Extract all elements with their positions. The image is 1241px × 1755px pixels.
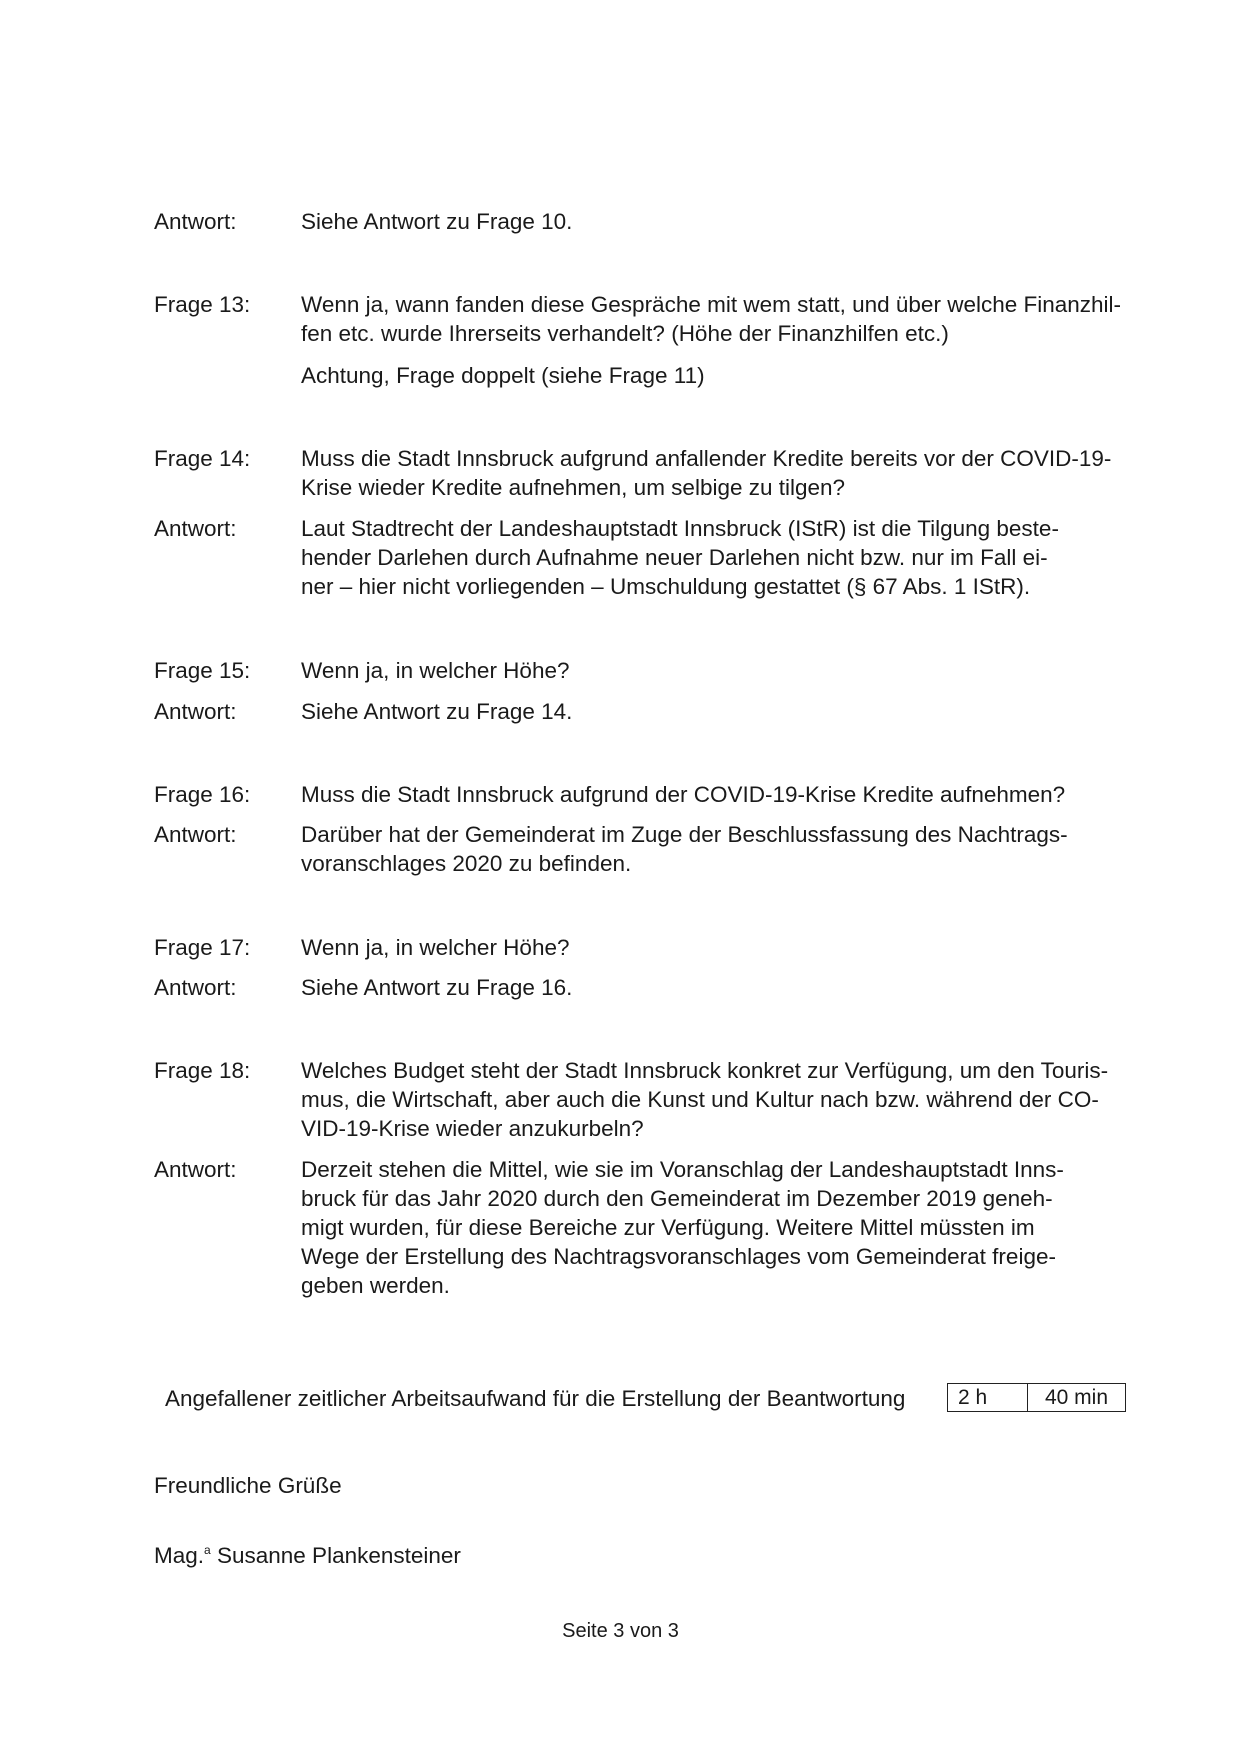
signature-title: Mag.: [154, 1543, 205, 1568]
block-label: Frage 14:: [154, 446, 251, 471]
page-number: Seite 3 von 3: [562, 1620, 679, 1642]
block-text: Wenn ja, wann fanden diese Gespräche mit wem statt, und über welche Finanzhil-: [301, 292, 1122, 317]
block-text: geben werden.: [301, 1273, 450, 1298]
time-effort-box: [947, 1383, 1126, 1412]
block-label: Antwort:: [154, 1157, 237, 1182]
block-text: Muss die Stadt Innsbruck aufgrund anfallender Kredite bereits vor der COVID-19-: [301, 446, 1112, 471]
block-label: Frage 13:: [154, 292, 251, 317]
block-text: bruck für das Jahr 2020 durch den Gemeinderat im Dezember 2019 geneh-: [301, 1186, 1053, 1211]
time-effort-minutes: 40 min: [1044, 1386, 1109, 1409]
block-text: Siehe Antwort zu Frage 16.: [301, 975, 573, 1000]
block-label: Antwort:: [154, 822, 237, 847]
block-text: Siehe Antwort zu Frage 14.: [301, 699, 573, 724]
block-text: Welches Budget steht der Stadt Innsbruck konkret zur Verfügung, um den Touris-: [301, 1058, 1109, 1083]
signature-name: [154, 1541, 461, 1570]
time-effort-hours: 2 h: [948, 1384, 1028, 1411]
block-text: fen etc. wurde Ihrerseits verhandelt? (Höhe der Finanzhilfen etc.): [301, 321, 949, 346]
block-label: Antwort:: [154, 699, 237, 724]
block-text: Wenn ja, in welcher Höhe?: [301, 935, 570, 960]
block-text: Wenn ja, in welcher Höhe?: [301, 658, 570, 683]
block-text: ner – hier nicht vorliegenden – Umschuldung gestattet (§ 67 Abs. 1 IStR).: [301, 574, 1031, 599]
time-effort-label: Angefallener zeitlicher Arbeitsaufwand für die Erstellung der Beantwortung: [165, 1386, 906, 1411]
block-label: Frage 16:: [154, 782, 251, 807]
block-text: VID-19-Krise wieder anzukurbeln?: [301, 1116, 644, 1141]
block-text: mus, die Wirtschaft, aber auch die Kunst und Kultur nach bzw. während der CO-: [301, 1087, 1099, 1112]
block-label: Frage 18:: [154, 1058, 251, 1083]
signature-title-sup: a: [204, 1543, 211, 1557]
block-text: Achtung, Frage doppelt (siehe Frage 11): [301, 363, 705, 388]
block-label: Frage 17:: [154, 935, 251, 960]
signature-fullname: Susanne Plankensteiner: [216, 1543, 461, 1568]
block-label: Antwort:: [154, 975, 237, 1000]
block-text: Muss die Stadt Innsbruck aufgrund der COVID-19-Krise Kredite aufnehmen?: [301, 782, 1066, 807]
block-text: Wege der Erstellung des Nachtragsvoranschlages vom Gemeinderat freige-: [301, 1244, 1056, 1269]
block-text: Siehe Antwort zu Frage 10.: [301, 209, 573, 234]
block-text: hender Darlehen durch Aufnahme neuer Darlehen nicht bzw. nur im Fall ei-: [301, 545, 1048, 570]
block-text: migt wurden, für diese Bereiche zur Verfügung. Weitere Mittel müssten im: [301, 1215, 1035, 1240]
block-text: Krise wieder Kredite aufnehmen, um selbige zu tilgen?: [301, 475, 846, 500]
block-text: Laut Stadtrecht der Landeshauptstadt Innsbruck (IStR) ist die Tilgung beste-: [301, 516, 1059, 541]
block-label: Antwort:: [154, 209, 237, 234]
block-text: Darüber hat der Gemeinderat im Zuge der Beschlussfassung des Nachtrags-: [301, 822, 1068, 847]
block-text: voranschlages 2020 zu befinden.: [301, 851, 632, 876]
block-label: Frage 15:: [154, 658, 251, 683]
closing-greeting: Freundliche Grüße: [154, 1473, 342, 1498]
block-text: Derzeit stehen die Mittel, wie sie im Voranschlag der Landeshauptstadt Inns-: [301, 1157, 1064, 1182]
block-label: Antwort:: [154, 516, 237, 541]
